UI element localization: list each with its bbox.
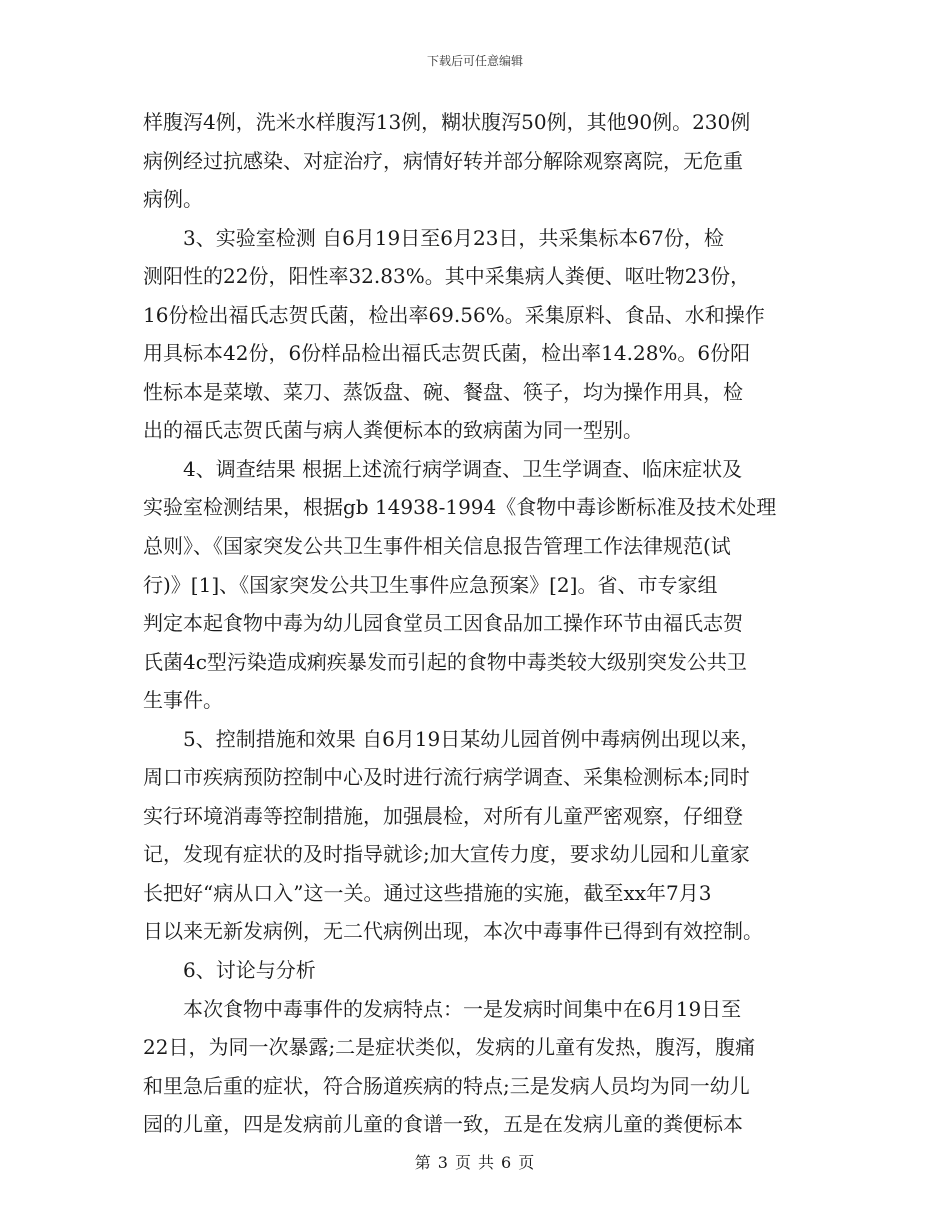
body-line: 周口市疾病预防控制中心及时进行流行病学调查、采集检测标本;同时: [143, 765, 750, 790]
body-line: 用具标本42份，6份样品检出福氏志贺氏菌，检出率14.28%。6份阳: [143, 341, 751, 366]
body-line: 记，发现有症状的及时指导就诊;加大宣传力度，要求幼儿园和儿童家: [143, 842, 750, 867]
page-number-total: 6: [501, 1153, 513, 1172]
body-line: 出的福氏志贺氏菌与病人粪便标本的致病菌为同一型别。: [143, 418, 643, 443]
body-line: 22日，为同一次暴露;二是症状类似，发病的儿童有发热，腹泻，腹痛: [143, 1035, 756, 1060]
body-line: 行)》[1]、《国家突发公共卫生事件应急预案》[2]。省、市专家组: [143, 572, 718, 597]
footer-label-prefix: 第: [414, 1153, 432, 1172]
body-line: 测阳性的22份，阳性率32.83%。其中采集病人粪便、呕吐物23份，: [143, 264, 751, 289]
body-line: 实验室检测结果，根据gb 14938-1994《食物中毒诊断标准及技术处理: [143, 495, 777, 520]
body-line: 和里急后重的症状，符合肠道疾病的特点;三是发病人员均为同一幼儿: [143, 1073, 750, 1098]
body-line: 长把好“病从口入”这一关。通过这些措施的实施，截至xx年7月3: [143, 880, 712, 905]
body-line: 生事件。: [143, 688, 223, 713]
footer-label-suffix: 页: [518, 1153, 536, 1172]
document-body: [143, 103, 813, 1144]
body-line: 病例经过抗感染、对症治疗，病情好转并部分解除观察离院，无危重: [143, 148, 743, 173]
section-results-heading: 4、调查结果 根据上述流行病学调查、卫生学调查、临床症状及: [183, 456, 743, 481]
body-line: 判定本起食物中毒为幼儿园食堂员工因食品加工操作环节由福氏志贺: [143, 611, 743, 636]
body-line: 日以来无新发病例，无二代病例出现，本次中毒事件已得到有效控制。: [143, 919, 763, 944]
section-discussion-heading: 6、讨论与分析: [183, 958, 316, 983]
body-line: 病例。: [143, 187, 203, 212]
body-line: 氏菌4c型污染造成痢疾暴发而引起的食物中毒类较大级别突发公共卫: [143, 649, 747, 674]
body-line: 园的儿童，四是发病前儿童的食谱一致，五是在发病儿童的粪便标本: [143, 1112, 743, 1137]
body-line: 实行环境消毒等控制措施，加强晨检，对所有儿童严密观察，仔细登: [143, 803, 743, 828]
page-footer: [0, 1152, 950, 1174]
body-line: 总则》、《国家突发公共卫生事件相关信息报告管理工作法律规范(试: [143, 534, 731, 559]
footer-label-mid1: 页: [454, 1153, 472, 1172]
footer-label-mid2: 共: [478, 1153, 496, 1172]
page-header: 下载后可任意编辑: [426, 54, 523, 68]
body-line: 样腹泻4例，洗米水样腹泻13例，糊状腹泻50例，其他90例。230例: [143, 110, 751, 134]
section-lab-testing-heading: 3、实验室检测 自6月19日至6月23日，共采集标本67份，检: [183, 225, 724, 250]
body-line: 16份检出福氏志贺氏菌，检出率69.56%。采集原料、食品、水和操作: [143, 302, 765, 327]
body-line: 性标本是菜墩、菜刀、蒸饭盘、碗、餐盘、筷子，均为操作用具，检: [143, 379, 743, 404]
body-line: 本次食物中毒事件的发病特点：一是发病时间集中在6月19日至: [183, 996, 742, 1021]
section-control-heading: 5、控制措施和效果 自6月19日某幼儿园首例中毒病例出现以来，: [183, 726, 761, 751]
page-number-current: 3: [437, 1153, 449, 1172]
